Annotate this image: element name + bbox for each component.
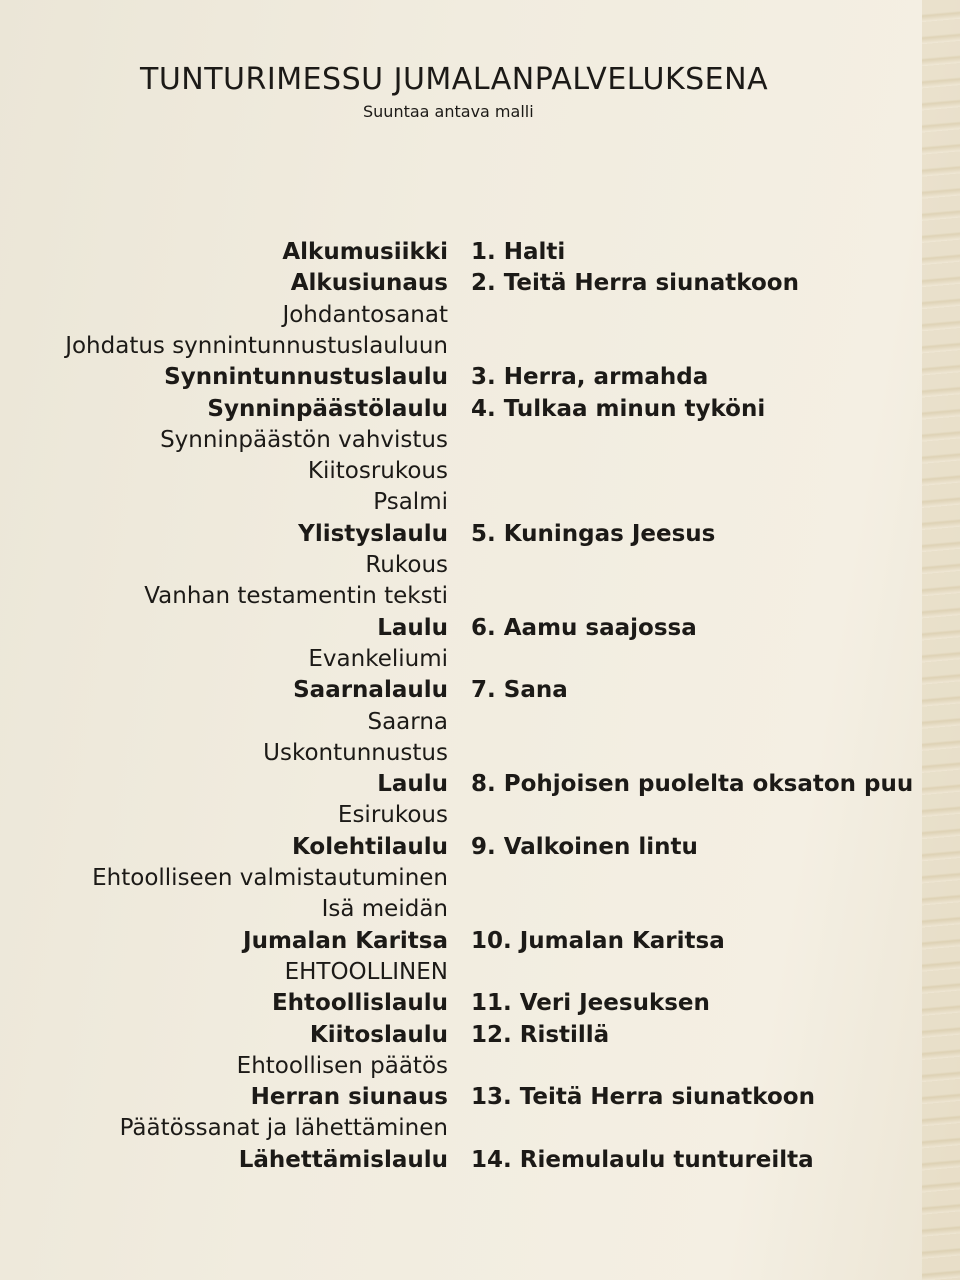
order-row bbox=[0, 330, 960, 362]
order-row bbox=[0, 893, 960, 925]
song-title: 14. Riemulaulu tuntureilta bbox=[471, 1146, 814, 1173]
service-part-label: Laulu bbox=[377, 614, 448, 641]
song-title: 8. Pohjoisen puolelta oksaton puu bbox=[471, 771, 914, 798]
service-part-label: Ehtoollislaulu bbox=[271, 990, 448, 1017]
order-row bbox=[0, 299, 960, 331]
service-part-label: Isä meidän bbox=[321, 896, 448, 923]
page-title: TUNTURIMESSU JUMALANPALVELUKSENA bbox=[140, 62, 769, 97]
song-title: 11. Veri Jeesuksen bbox=[471, 990, 710, 1017]
order-row bbox=[0, 643, 960, 675]
order-row bbox=[0, 549, 960, 581]
service-part-label: Synninpäästön vahvistus bbox=[160, 426, 448, 453]
order-row bbox=[0, 236, 960, 268]
song-title: 3. Herra, armahda bbox=[471, 364, 709, 391]
song-title: 12. Ristillä bbox=[471, 1021, 610, 1048]
service-part-label: Johdatus synnintunnustuslauluun bbox=[65, 332, 448, 359]
service-part-label: Synninpäästölaulu bbox=[207, 395, 448, 422]
order-row bbox=[0, 925, 960, 957]
order-row bbox=[0, 486, 960, 518]
song-title: 6. Aamu saajossa bbox=[471, 614, 697, 641]
service-part-label: Ehtoolliseen valmistautuminen bbox=[92, 865, 448, 891]
service-part-label: Päätössanat ja lähettäminen bbox=[119, 1115, 448, 1142]
order-row bbox=[0, 674, 960, 706]
service-part-label: Psalmi bbox=[373, 489, 448, 516]
order-row bbox=[0, 424, 960, 456]
service-part-label: Vanhan testamentin teksti bbox=[144, 583, 448, 610]
order-row bbox=[0, 455, 960, 487]
service-part-label: Herran siunaus bbox=[250, 1084, 448, 1111]
service-part-label: Alkumusiikki bbox=[282, 239, 448, 265]
order-row bbox=[0, 1144, 960, 1176]
service-part-label: Ylistyslaulu bbox=[298, 520, 448, 547]
order-row bbox=[0, 737, 960, 769]
order-row bbox=[0, 956, 960, 988]
service-part-label: EHTOOLLINEN bbox=[284, 958, 448, 985]
service-part-label: Jumalan Karitsa bbox=[243, 927, 448, 954]
song-title: 9. Valkoinen lintu bbox=[471, 833, 698, 860]
song-title: 13. Teitä Herra siunatkoon bbox=[471, 1084, 815, 1111]
order-row bbox=[0, 1081, 960, 1113]
service-part-label: Synnintunnustuslaulu bbox=[164, 364, 448, 391]
service-part-label: Johdantosanat bbox=[282, 301, 448, 328]
song-title: 4. Tulkaa minun tyköni bbox=[471, 395, 766, 422]
order-row bbox=[0, 1050, 960, 1082]
service-part-label: Lähettämislaulu bbox=[238, 1146, 448, 1173]
service-part-label: Esirukous bbox=[337, 802, 448, 829]
order-row bbox=[0, 393, 960, 425]
service-part-label: Alkusiunaus bbox=[290, 270, 448, 297]
order-row bbox=[0, 361, 960, 393]
song-title: 5. Kuningas Jeesus bbox=[471, 520, 716, 547]
service-part-label: Saarnalaulu bbox=[293, 677, 448, 704]
service-part-label: Uskontunnustus bbox=[263, 739, 448, 766]
song-title: 2. Teitä Herra siunatkoon bbox=[471, 270, 799, 297]
service-part-label: Kiitoslaulu bbox=[309, 1021, 448, 1048]
order-row bbox=[0, 1112, 960, 1144]
order-row bbox=[0, 799, 960, 831]
song-title: 10. Jumalan Karitsa bbox=[471, 927, 725, 954]
service-part-label: Kolehtilaulu bbox=[292, 833, 448, 860]
order-row bbox=[0, 768, 960, 800]
order-row bbox=[0, 612, 960, 644]
order-row bbox=[0, 518, 960, 550]
order-row bbox=[0, 1019, 960, 1051]
song-title: 1. Halti bbox=[471, 239, 566, 265]
order-row bbox=[0, 862, 960, 894]
service-part-label: Rukous bbox=[365, 552, 448, 578]
order-row bbox=[0, 580, 960, 612]
page-subtitle: Suuntaa antava malli bbox=[363, 102, 534, 121]
service-part-label: Laulu bbox=[377, 771, 448, 798]
order-row bbox=[0, 987, 960, 1019]
song-title: 7. Sana bbox=[471, 677, 568, 704]
service-part-label: Saarna bbox=[367, 708, 448, 735]
service-part-label: Ehtoollisen päätös bbox=[236, 1052, 448, 1079]
service-part-label: Evankeliumi bbox=[308, 645, 448, 672]
service-part-label: Kiitosrukous bbox=[307, 458, 448, 485]
order-row bbox=[0, 831, 960, 863]
order-row bbox=[0, 706, 960, 738]
order-row bbox=[0, 267, 960, 299]
